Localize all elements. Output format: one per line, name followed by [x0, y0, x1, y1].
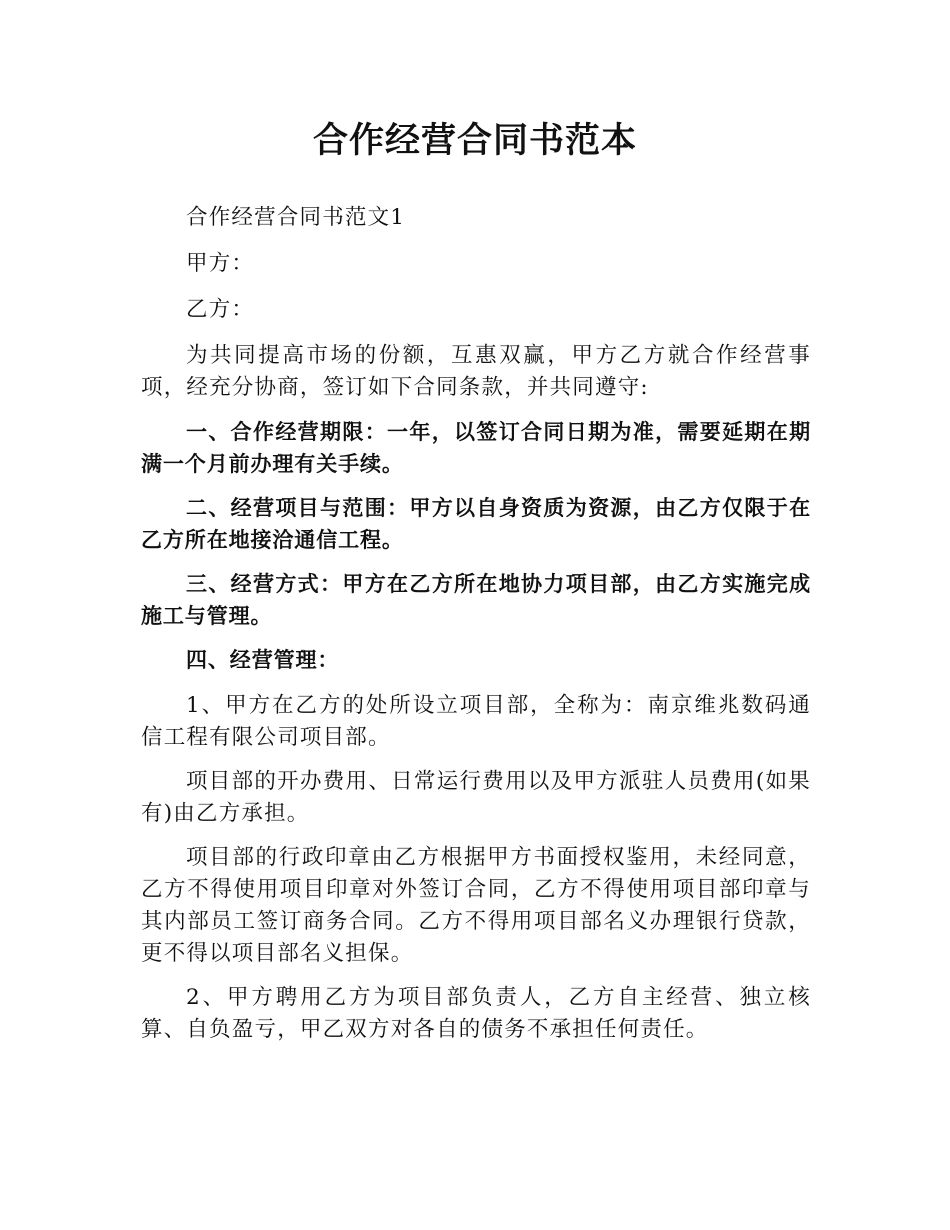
clause-management-heading: 四、经营管理： — [186, 648, 340, 672]
document-title: 合作经营合同书范本 — [312, 121, 637, 161]
paragraph-expenses: 项目部的开办费用、日常运行费用以及甲方派驻人员费用(如果有)由乙方承担。 — [141, 769, 811, 826]
clause-scope: 二、经营项目与范围：甲方以自身资质为资源，由乙方仅限于在乙方所在地接洽通信工程。 — [141, 496, 811, 552]
paragraph-item-1: 1、甲方在乙方的处所设立项目部，全称为：南京维兆数码通信工程有限公司项目部。 — [141, 693, 811, 750]
paragraph-item-2: 2、甲方聘用乙方为项目部负责人，乙方自主经营、独立核算、自负盈亏，甲乙双方对各自的债务不承担任何责任。 — [141, 985, 811, 1042]
clause-method: 三、经营方式：甲方在乙方所在地协力项目部，由乙方实施完成施工与管理。 — [141, 572, 811, 628]
paragraph-subtitle: 合作经营合同书范文1 — [186, 205, 406, 230]
paragraph-seal: 项目部的行政印章由乙方根据甲方书面授权鉴用，未经同意，乙方不得使用项目印章对外签订合同，乙方不得使用项目部印章与其内部员工签订商务合同。乙方不得用项目部名义办理银行贷款，更不得以项目部名义担保。 — [141, 845, 811, 966]
paragraph-preamble: 为共同提高市场的份额，互惠双赢，甲方乙方就合作经营事项，经充分协商，签订如下合同条款，并共同遵守: — [141, 343, 811, 400]
paragraph-party-a: 甲方： — [186, 251, 255, 276]
document-body — [141, 202, 811, 1058]
paragraph-party-b: 乙方： — [186, 297, 255, 322]
clause-term: 一、合作经营期限：一年，以签订合同日期为准，需要延期在期满一个月前办理有关手续。 — [141, 420, 811, 476]
